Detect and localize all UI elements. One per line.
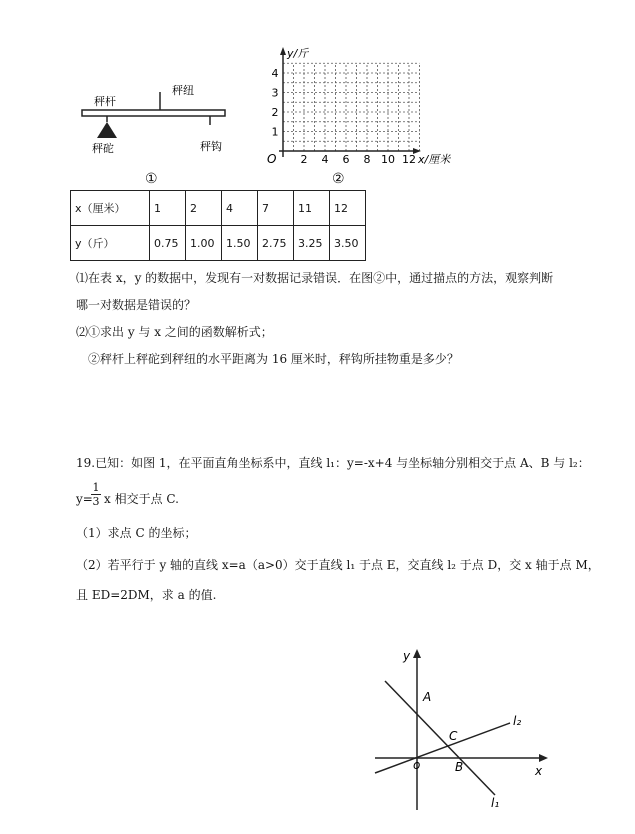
q19-part2-line1: （2）若平行于 y 轴的直线 x=a（a>0）交于直线 l₁ 于点 E，交直线 l₂ 于点 D，交 x 轴于点 M， [76,558,600,572]
grid-figure [255,45,465,175]
steelyard-beam [82,110,225,116]
label-hook: 秤钩 [200,140,222,153]
x-tick-label: 8 [363,153,371,166]
data-table [70,190,366,261]
x-tick-label: 10 [381,153,395,166]
y-tick-label: 4 [271,67,279,80]
x-tick-label: 6 [342,153,350,166]
q19-part2-line2: 且 ED=2DM，求 a 的值. [76,588,217,602]
coord-x-label: x [535,764,543,778]
fraction-numerator: 1 [92,481,100,494]
table-cell: 11 [294,191,330,226]
q19-line2-prefix: y= [76,492,93,506]
label-rope: 秤纽 [172,84,194,97]
y-tick-label: 1 [271,125,279,139]
q18-part2-1: ⑵①求出 y 与 x 之间的函数解析式； [76,325,273,339]
q19-part1: （1）求点 C 的坐标； [76,526,197,540]
table-cell: 3.25 [294,226,330,261]
figure-mark-1: ① [145,171,158,187]
y-tick-label: 2 [271,106,279,119]
line-l1 [385,681,495,795]
fraction-denominator: 3 [92,495,100,508]
x-axis-label: x/厘米 [418,153,451,166]
table-cell: 2 [186,191,222,226]
table-cell: 1.00 [186,226,222,261]
point-b-label: B [455,760,464,774]
table-cell: 3.50 [330,226,366,261]
coord-origin-label: o [413,758,421,772]
coordinate-figure [365,645,555,815]
label-beam: 秤杆 [94,95,116,108]
point-c-label: C [449,729,458,743]
table-cell: 1 [150,191,186,226]
q19-fraction [91,482,101,508]
x-tick-label: 12 [402,153,416,166]
q18-part2-2: ②秤杆上秤砣到秤纽的水平距离为 16 厘米时，秤钩所挂物重是多少？ [88,352,459,366]
steelyard-weight-shape [97,122,117,138]
y-axis-label: y/斤 [287,47,309,60]
line-l2-label: l₂ [513,714,522,728]
coord-y-label: y [403,649,411,663]
table-cell: 0.75 [150,226,186,261]
q19-line2-suffix: x 相交于点 C. [104,492,179,506]
q18-part1-line2: 哪一对数据是错误的？ [76,298,197,312]
q19-line1: 19.已知：如图 1，在平面直角坐标系中，直线 l₁：y=-x+4 与坐标轴分别相交于点 A、B 与 l₂： [76,456,590,470]
line-l1-label: l₁ [491,796,500,810]
q18-part1-line1: ⑴在表 x，y 的数据中，发现有一对数据记录错误．在图②中，通过描点的方法，观察判断 [76,271,554,285]
table-row-y [71,226,366,261]
table-cell: 1.50 [222,226,258,261]
x-tick-label: 2 [300,153,308,166]
table-cell: 4 [222,191,258,226]
table-cell: 12 [330,191,366,226]
table-header-x: x（厘米） [71,191,150,226]
point-a-label: A [423,690,432,704]
grid-lines [283,63,420,151]
table-header-y: y（斤） [71,226,150,261]
y-tick-label: 3 [271,86,279,100]
table-row-x [71,191,366,226]
x-tick-label: 4 [321,153,329,166]
table-cell: 7 [258,191,294,226]
origin-label: O [267,152,277,166]
figure-mark-2: ② [332,171,345,187]
table-cell: 2.75 [258,226,294,261]
steelyard-figure [60,70,250,165]
line-l2 [375,723,510,773]
label-weight: 秤砣 [92,142,114,155]
